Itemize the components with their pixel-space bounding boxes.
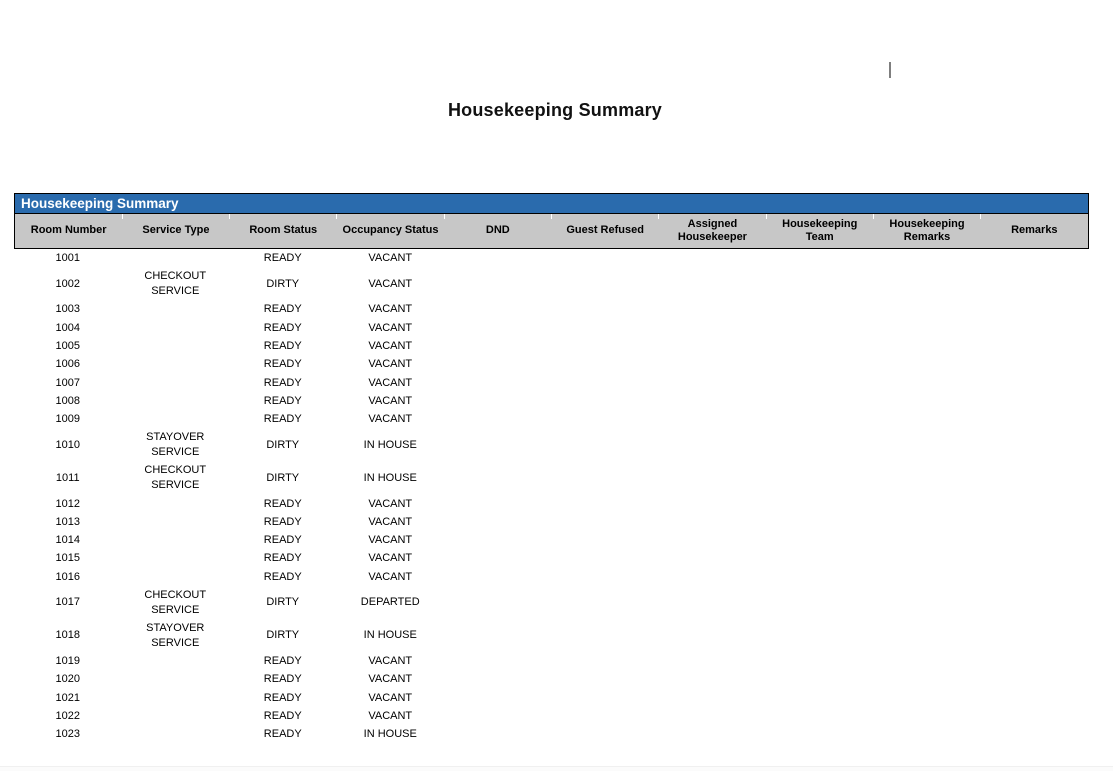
cell-occupancy_status: IN HOUSE [363,471,417,484]
table-section-title: Housekeeping Summary [21,196,179,211]
cell-assigned_housekeeper [659,400,767,403]
cell-service_type [122,418,230,421]
cell-housekeeping_remarks [874,715,982,718]
cell-assigned_housekeeper [659,634,767,637]
cell-service_type [122,715,230,718]
cell-room_status: READY [263,552,302,565]
cell-dnd [444,308,552,311]
cell-room_number: 1002 [55,277,80,290]
cell-service_type [122,503,230,506]
cell-room_status: READY [263,728,302,741]
cell-service_type: CHECKOUT SERVICE [144,588,207,616]
cell-service_type [122,576,230,579]
cell-room_status: READY [263,655,302,667]
cell-remarks [982,576,1090,579]
cell-assigned_housekeeper [659,477,767,480]
cell-housekeeping_remarks [874,576,982,579]
cell-service_type: CHECKOUT SERVICE [144,270,207,298]
cell-service_type: STAYOVER SERVICE [146,621,205,649]
cell-dnd [444,557,552,560]
cell-assigned_housekeeper [659,539,767,542]
cell-housekeeping_remarks [874,539,982,542]
cell-housekeeping_remarks [874,363,982,366]
cell-room_number: 1023 [55,728,80,741]
window-bottom-edge [0,766,1113,771]
column-header-occupancy_status: Occupancy Status [337,214,444,248]
table-row [14,550,1089,568]
table-row [14,671,1089,689]
cell-housekeeping_remarks [874,345,982,348]
cell-assigned_housekeeper [659,678,767,681]
cell-housekeeping_remarks [874,557,982,560]
column-header-row [14,214,1089,249]
cell-housekeeping_team [767,257,875,260]
cell-service_type [122,400,230,403]
cell-housekeeping_team [767,715,875,718]
cell-assigned_housekeeper [659,363,767,366]
cell-room_number: 1006 [55,358,80,371]
table-row [14,392,1089,410]
table-row [14,319,1089,337]
cell-housekeeping_remarks [874,308,982,311]
cell-guest_refused [552,539,660,542]
column-header-guest_refused: Guest Refused [551,214,658,248]
cell-housekeeping_team [767,601,875,604]
cell-service_type [122,678,230,681]
cell-assigned_housekeeper [659,283,767,286]
cell-remarks [982,660,1090,663]
cell-dnd [444,503,552,506]
column-header-remarks: Remarks [981,214,1088,248]
cell-guest_refused [552,715,660,718]
cell-housekeeping_remarks [874,521,982,524]
cell-dnd [444,400,552,403]
table-row [14,707,1089,725]
cell-remarks [982,557,1090,560]
cell-room_number: 1016 [55,570,80,583]
cell-guest_refused [552,697,660,700]
cell-remarks [982,283,1090,286]
cell-guest_refused [552,733,660,736]
cell-occupancy_status: VACANT [368,655,413,667]
cell-room_number: 1013 [55,515,80,528]
cell-remarks [982,327,1090,330]
table-row [14,513,1089,531]
cell-guest_refused [552,345,660,348]
cell-room_status: READY [263,321,302,334]
cell-room_number: 1020 [55,673,80,686]
table-row [14,462,1089,495]
table-row [14,586,1089,619]
cell-dnd [444,576,552,579]
cell-occupancy_status: VACANT [368,376,413,389]
cell-assigned_housekeeper [659,521,767,524]
cell-remarks [982,601,1090,604]
cell-dnd [444,715,552,718]
cell-housekeeping_team [767,503,875,506]
cell-occupancy_status: VACANT [368,340,413,353]
table-row [14,411,1089,429]
cell-housekeeping_team [767,283,875,286]
cell-room_status: READY [263,534,302,547]
report-title: Housekeeping Summary [447,100,663,120]
column-header-room_status: Room Status [230,214,337,248]
table-row [14,619,1089,652]
cell-dnd [444,539,552,542]
column-header-service_type: Service Type [122,214,229,248]
column-header-room_number: Room Number [30,224,107,237]
cell-housekeeping_remarks [874,477,982,480]
cell-service_type [122,257,230,260]
cell-remarks [982,678,1090,681]
cell-dnd [444,733,552,736]
cell-remarks [982,418,1090,421]
cell-guest_refused [552,444,660,447]
cell-room_status: READY [263,394,302,407]
cell-housekeeping_team [767,400,875,403]
cell-assigned_housekeeper [659,733,767,736]
cell-assigned_housekeeper [659,308,767,311]
cell-dnd [444,634,552,637]
cell-housekeeping_remarks [874,697,982,700]
cell-room_status: READY [263,252,302,265]
cell-dnd [444,257,552,260]
table-row [14,568,1089,586]
cell-dnd [444,327,552,330]
cell-room_number: 1012 [55,497,80,510]
column-header-assigned_housekeeper: Assigned Housekeeper [659,214,766,248]
cell-occupancy_status: VACANT [368,673,413,686]
cell-occupancy_status: VACANT [368,303,413,316]
cell-room_status: READY [263,413,302,426]
cell-remarks [982,477,1090,480]
cell-housekeeping_remarks [874,503,982,506]
cell-guest_refused [552,634,660,637]
cell-guest_refused [552,308,660,311]
cell-dnd [444,697,552,700]
cell-guest_refused [552,327,660,330]
cell-occupancy_status: VACANT [368,394,413,407]
table-row [14,356,1089,374]
cell-service_type: STAYOVER SERVICE [146,431,205,459]
cell-housekeeping_team [767,539,875,542]
cell-housekeeping_team [767,327,875,330]
cell-guest_refused [552,477,660,480]
cell-occupancy_status: VACANT [368,709,413,722]
cell-service_type [122,697,230,700]
cell-occupancy_status: DEPARTED [360,596,420,609]
cell-remarks [982,444,1090,447]
cell-room_number: 1001 [55,252,80,265]
cell-guest_refused [552,363,660,366]
cell-occupancy_status: VACANT [368,277,413,290]
cell-assigned_housekeeper [659,444,767,447]
cell-remarks [982,400,1090,403]
cell-occupancy_status: VACANT [368,552,413,565]
cell-housekeeping_team [767,382,875,385]
cell-room_number: 1015 [55,552,80,565]
table-row [14,301,1089,319]
cell-guest_refused [552,283,660,286]
cell-housekeeping_team [767,678,875,681]
table-row [14,429,1089,462]
table-row [14,374,1089,392]
column-header-housekeeping_remarks: Housekeeping Remarks [873,214,980,248]
cell-dnd [444,678,552,681]
cell-housekeeping_team [767,521,875,524]
cell-guest_refused [552,660,660,663]
housekeeping-summary-table [14,193,1089,744]
cell-room_number: 1003 [55,303,80,316]
cell-remarks [982,733,1090,736]
cell-occupancy_status: IN HOUSE [363,438,417,451]
cell-dnd [444,477,552,480]
cell-occupancy_status: VACANT [368,515,413,528]
table-row [14,689,1089,707]
cell-guest_refused [552,678,660,681]
cell-housekeeping_team [767,477,875,480]
cell-assigned_housekeeper [659,715,767,718]
cell-room_number: 1010 [55,438,80,451]
cell-room_status: DIRTY [266,277,300,290]
cell-service_type [122,660,230,663]
cell-dnd [444,283,552,286]
table-row [14,337,1089,355]
cell-housekeeping_team [767,634,875,637]
cell-assigned_housekeeper [659,576,767,579]
cell-assigned_housekeeper [659,327,767,330]
cell-service_type [122,363,230,366]
cell-room_status: READY [263,515,302,528]
cell-guest_refused [552,601,660,604]
text-cursor [889,62,891,78]
cell-housekeeping_team [767,733,875,736]
cell-room_status: READY [263,673,302,686]
cell-occupancy_status: VACANT [368,570,413,583]
column-header-housekeeping_team: Housekeeping Team [766,214,873,248]
cell-remarks [982,503,1090,506]
cell-dnd [444,660,552,663]
table-row [14,268,1089,301]
cell-housekeeping_remarks [874,733,982,736]
cell-room_number: 1009 [55,413,80,426]
cell-remarks [982,363,1090,366]
cell-assigned_housekeeper [659,257,767,260]
cell-occupancy_status: VACANT [368,321,413,334]
cell-service_type [122,345,230,348]
cell-room_number: 1005 [55,340,80,353]
cell-assigned_housekeeper [659,601,767,604]
cell-remarks [982,539,1090,542]
cell-housekeeping_remarks [874,678,982,681]
cell-dnd [444,444,552,447]
cell-occupancy_status: VACANT [368,358,413,371]
cell-remarks [982,634,1090,637]
cell-service_type [122,327,230,330]
table-row [14,250,1089,268]
cell-room_number: 1011 [55,471,80,484]
cell-room_status: READY [263,709,302,722]
cell-occupancy_status: IN HOUSE [363,629,417,642]
table-row [14,495,1089,513]
table-row [14,726,1089,744]
cell-housekeeping_team [767,418,875,421]
column-header-dnd: DND [444,214,551,248]
cell-occupancy_status: VACANT [368,252,413,265]
cell-housekeeping_remarks [874,444,982,447]
cell-room_status: DIRTY [266,471,300,484]
cell-assigned_housekeeper [659,382,767,385]
cell-room_number: 1004 [55,321,80,334]
cell-guest_refused [552,400,660,403]
cell-guest_refused [552,576,660,579]
cell-assigned_housekeeper [659,418,767,421]
cell-room_number: 1022 [55,709,80,722]
cell-guest_refused [552,521,660,524]
cell-dnd [444,521,552,524]
cell-room_status: READY [263,358,302,371]
cell-service_type [122,539,230,542]
cell-service_type [122,308,230,311]
cell-remarks [982,697,1090,700]
cell-guest_refused [552,503,660,506]
cell-room_status: READY [263,570,302,583]
cell-housekeeping_team [767,345,875,348]
cell-occupancy_status: VACANT [368,534,413,547]
cell-dnd [444,601,552,604]
cell-room_number: 1018 [55,629,80,642]
cell-housekeeping_remarks [874,327,982,330]
cell-dnd [444,345,552,348]
cell-room_number: 1017 [55,596,80,609]
cell-housekeeping_team [767,576,875,579]
cell-remarks [982,382,1090,385]
cell-room_status: READY [263,497,302,510]
cell-dnd [444,363,552,366]
cell-remarks [982,257,1090,260]
cell-room_status: READY [263,691,302,704]
cell-housekeeping_remarks [874,634,982,637]
cell-remarks [982,308,1090,311]
cell-room_status: READY [263,303,302,316]
cell-room_number: 1008 [55,394,80,407]
cell-occupancy_status: VACANT [368,497,413,510]
cell-assigned_housekeeper [659,345,767,348]
cell-housekeeping_remarks [874,257,982,260]
table-row [14,531,1089,549]
cell-guest_refused [552,257,660,260]
cell-housekeeping_remarks [874,382,982,385]
cell-service_type [122,382,230,385]
cell-room_status: READY [263,340,302,353]
cell-room_status: DIRTY [266,596,300,609]
cell-assigned_housekeeper [659,697,767,700]
cell-room_number: 1019 [55,655,80,667]
cell-occupancy_status: VACANT [368,691,413,704]
cell-occupancy_status: IN HOUSE [363,728,417,741]
cell-room_number: 1007 [55,376,80,389]
cell-assigned_housekeeper [659,503,767,506]
cell-dnd [444,382,552,385]
cell-room_number: 1014 [55,534,80,547]
cell-service_type [122,733,230,736]
cell-housekeeping_team [767,660,875,663]
cell-room_status: DIRTY [266,438,300,451]
table-row [14,652,1089,670]
cell-guest_refused [552,557,660,560]
cell-housekeeping_remarks [874,601,982,604]
cell-remarks [982,715,1090,718]
cell-occupancy_status: VACANT [368,413,413,426]
cell-housekeeping_remarks [874,660,982,663]
table-section-header [14,193,1089,214]
cell-remarks [982,521,1090,524]
cell-housekeeping_team [767,697,875,700]
cell-housekeeping_team [767,444,875,447]
cell-assigned_housekeeper [659,557,767,560]
cell-room_number: 1021 [55,691,80,704]
cell-service_type [122,521,230,524]
table-body [14,249,1089,744]
cell-guest_refused [552,382,660,385]
cell-guest_refused [552,418,660,421]
cell-housekeeping_remarks [874,283,982,286]
cell-housekeeping_team [767,557,875,560]
cell-service_type: CHECKOUT SERVICE [144,464,207,492]
cell-housekeeping_remarks [874,418,982,421]
cell-dnd [444,418,552,421]
cell-room_status: DIRTY [266,629,300,642]
cell-room_status: READY [263,376,302,389]
cell-housekeeping_team [767,308,875,311]
cell-remarks [982,345,1090,348]
cell-service_type [122,557,230,560]
cell-assigned_housekeeper [659,660,767,663]
cell-housekeeping_remarks [874,400,982,403]
cell-housekeeping_team [767,363,875,366]
